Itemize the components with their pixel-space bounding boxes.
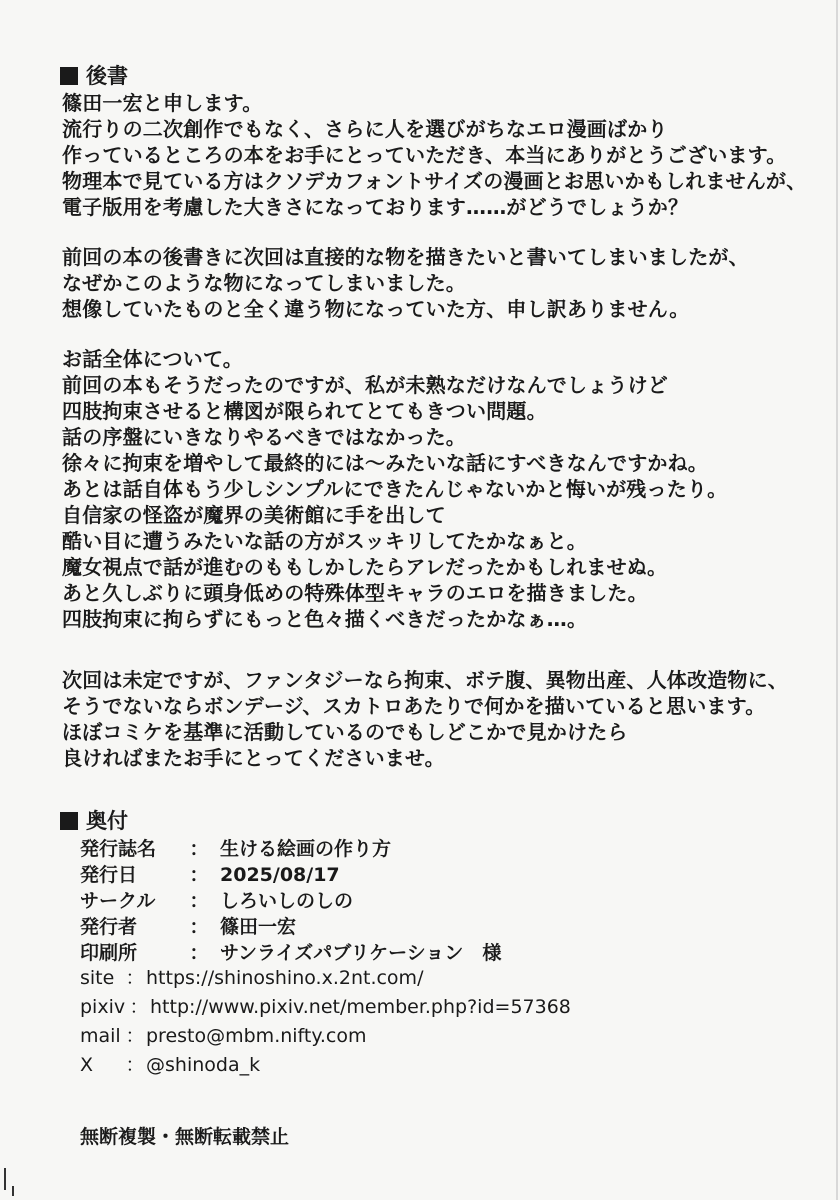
contact-separator: ：: [125, 1054, 145, 1076]
colophon-value: 篠田一宏: [220, 916, 297, 938]
text-line: 四肢拘束させると構図が限られてとてもきつい問題。: [62, 399, 547, 423]
scan-artifact: [12, 1186, 14, 1196]
colophon-heading-text: 奥付: [86, 809, 128, 833]
x-handle: @shinoda_k: [146, 1054, 261, 1076]
colophon-row-date: [80, 862, 501, 888]
contact-row-pixiv: [80, 993, 571, 1022]
contact-row-x: [80, 1051, 571, 1080]
afterword-paragraph-1: [62, 90, 832, 220]
colophon-value: サンライズパブリケーション 様: [220, 942, 502, 964]
colophon-value: 2025/08/17: [220, 864, 340, 886]
contact-separator: ：: [125, 967, 145, 989]
colophon-row-printer: [80, 940, 501, 966]
scan-artifact: [4, 1168, 6, 1190]
contact-key: mail: [80, 1025, 121, 1047]
copyright-notice: 無断複製・無断転載禁止: [80, 1126, 290, 1148]
text-line: 次回は未定ですが、ファンタジーなら拘束、ボテ腹、異物出産、人体改造物に、: [62, 668, 788, 692]
colophon-separator: ：: [189, 942, 209, 964]
contact-row-mail: [80, 1022, 571, 1051]
text-line: そうでないならボンデージ、スカトロあたりで何かを描いていると思います。: [62, 694, 766, 718]
contact-separator: ：: [129, 996, 149, 1018]
text-line: ほぼコミケを基準に活動しているのでもしどこかで見かけたら: [62, 720, 628, 744]
contact-separator: ：: [125, 1025, 145, 1047]
text-line: 作っているところの本をお手にとっていただき、本当にありがとうございます。: [62, 143, 787, 167]
text-line: 良ければまたお手にとってくださいませ。: [62, 746, 445, 770]
text-line: 徐々に拘束を増やして最終的には～みたいな話にすべきなんですかね。: [62, 451, 708, 475]
contact-row-site: [80, 964, 571, 993]
text-line: 話の序盤にいきなりやるべきではなかった。: [62, 425, 466, 449]
afterword-heading: [60, 63, 128, 89]
colophon-value: しろいしのしの: [220, 890, 354, 912]
text-line: あとは話自体もう少しシンプルにできたんじゃないかと悔いが残ったり。: [62, 477, 728, 501]
text-line: 前回の本もそうだったのですが、私が未熟なだけなんでしょうけど: [62, 373, 668, 397]
afterword-paragraph-3: [62, 346, 832, 632]
colophon-key: 発行日: [80, 864, 138, 886]
text-line: 自信家の怪盗が魔界の美術館に手を出して: [62, 503, 446, 527]
colophon-row-title: [80, 836, 501, 862]
colophon-key: 印刷所: [80, 942, 138, 964]
text-line: 流行りの二次創作でもなく、さらに人を選びがちなエロ漫画ばかり: [62, 117, 668, 141]
text-line: 物理本で見ている方はクソデカフォントサイズの漫画とお思いかもしれませんが、: [62, 169, 807, 193]
contact-key: X: [80, 1054, 94, 1076]
mail-address: presto@mbm.nifty.com: [146, 1025, 367, 1047]
text-line: 電子版用を考慮した大きさになっております……がどうでしょうか？: [62, 195, 689, 219]
afterword-heading-text: 後書: [86, 64, 128, 88]
text-line: あと久しぶりに頭身低めの特殊体型キャラのエロを描きました。: [62, 581, 648, 605]
colophon-value: 生ける絵画の作り方: [220, 838, 392, 860]
contact-key: site: [80, 967, 115, 989]
pixiv-url: http://www.pixiv.net/member.php?id=57368: [150, 996, 571, 1018]
page-edge: [836, 0, 838, 1200]
colophon-row-circle: [80, 888, 501, 914]
contact-key: pixiv: [80, 996, 126, 1018]
colophon-table: [80, 836, 501, 966]
text-line: お話全体について。: [62, 347, 243, 371]
afterword-paragraph-2: [62, 244, 832, 322]
text-line: 篠田一宏と申します。: [62, 91, 263, 115]
black-square-icon: [60, 812, 78, 830]
text-line: なぜかこのような物になってしまいました。: [62, 271, 466, 295]
afterword-paragraph-4: [62, 667, 832, 771]
colophon-separator: ：: [189, 864, 209, 886]
colophon-key: サークル: [80, 890, 156, 912]
site-url: https://shinoshino.x.2nt.com/: [146, 967, 424, 989]
text-line: 四肢拘束に拘らずにもっと色々描くべきだったかなぁ…。: [62, 607, 588, 631]
contact-list: [80, 964, 571, 1080]
colophon-heading: [60, 808, 128, 834]
text-line: 前回の本の後書きに次回は直接的な物を描きたいと書いてしまいましたが、: [62, 245, 749, 269]
colophon-key: 発行者: [80, 916, 138, 938]
colophon-separator: ：: [189, 916, 209, 938]
black-square-icon: [60, 67, 78, 85]
text-line: 酷い目に遭うみたいな話の方がスッキリしてたかなぁと。: [62, 529, 587, 553]
colophon-separator: ：: [189, 838, 209, 860]
colophon-key: 発行誌名: [80, 838, 157, 860]
colophon-row-publisher: [80, 914, 501, 940]
colophon-separator: ：: [189, 890, 209, 912]
text-line: 魔女視点で話が進むのももしかしたらアレだったかもしれませぬ。: [62, 555, 668, 579]
text-line: 想像していたものと全く違う物になっていた方、申し訳ありません。: [62, 297, 690, 321]
